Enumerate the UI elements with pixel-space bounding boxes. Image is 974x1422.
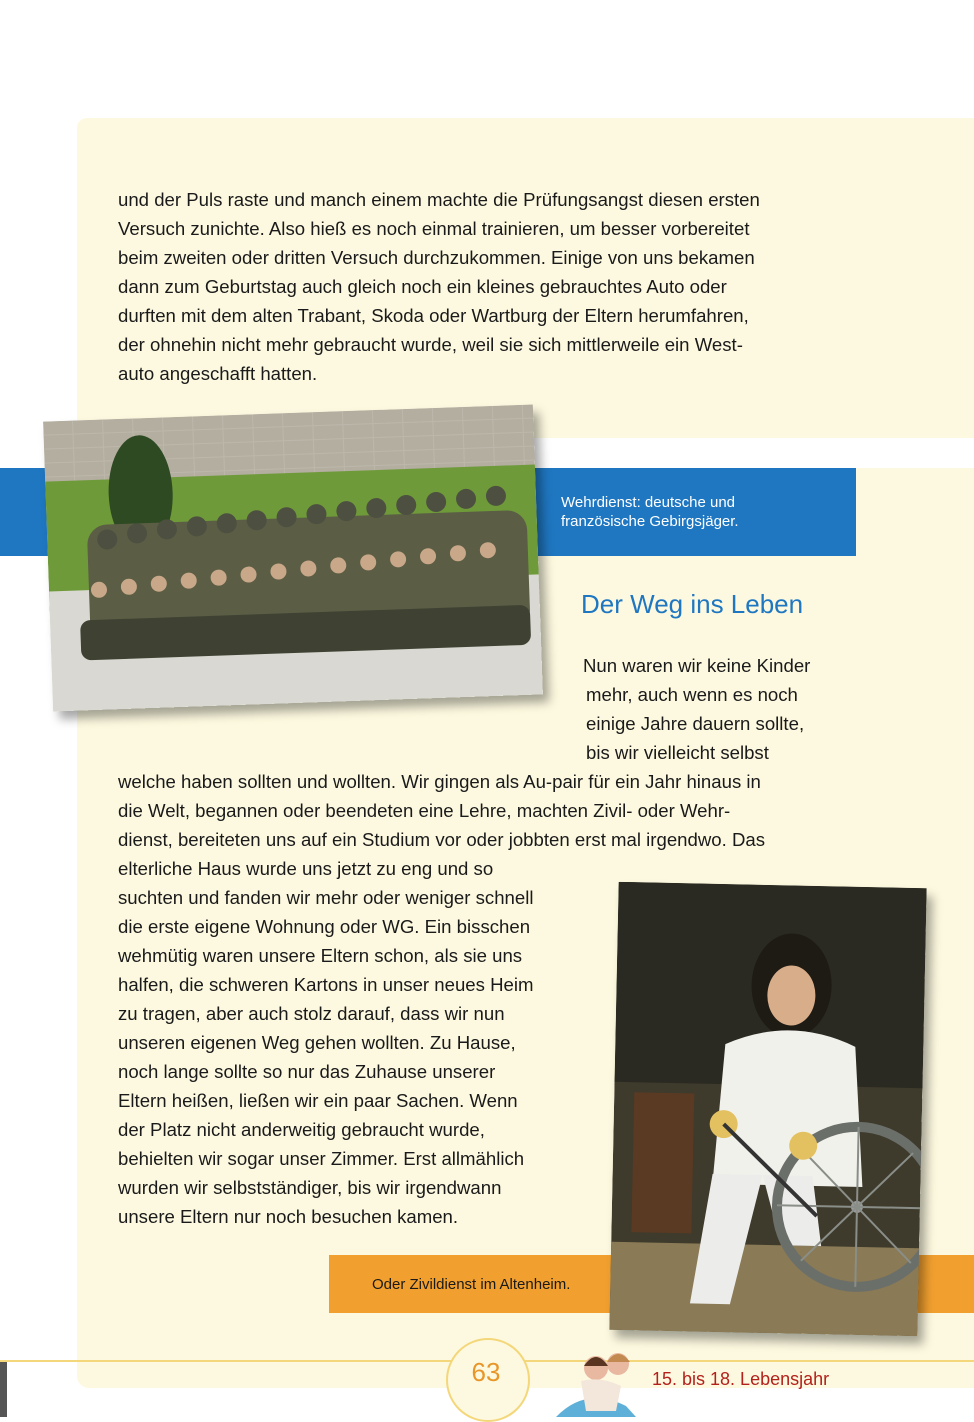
text-line: auto angeschafft hatten. (118, 363, 318, 384)
intro-paragraph (118, 185, 760, 388)
text-line: der Platz nicht anderweitig gebraucht wurde, (118, 1119, 485, 1140)
teens-figure-icon (546, 1346, 646, 1417)
text-line: suchten und fanden wir mehr oder weniger schnell (118, 887, 534, 908)
photo-mountain-troops (43, 405, 543, 712)
text-line: durften mit dem alten Trabant, Skoda oder Wartburg der Eltern herumfahren, (118, 305, 749, 326)
text-line: wehmütig waren unsere Eltern schon, als sie uns (118, 945, 523, 966)
text-line: Nun waren wir keine Kinder (583, 655, 811, 676)
text-line: und der Puls raste und manch einem machte die Prüfungsangst diesen ersten (118, 189, 760, 210)
text-line: mehr, auch wenn es noch (586, 684, 798, 705)
page-edge-marker (0, 1362, 7, 1417)
caption-civil-service: Oder Zivildienst im Altenheim. (372, 1276, 571, 1293)
text-line: unsere Eltern nur noch besuchen kamen. (118, 1206, 459, 1227)
caption-line: Wehrdienst: deutsche und (561, 494, 736, 511)
main-paragraph-narrow (118, 854, 534, 1231)
text-line: der ohnehin nicht mehr gebraucht wurde, weil sie sich mittlerweile ein West- (118, 334, 743, 355)
text-line: welche haben sollten und wollten. Wir gingen als Au-pair für ein Jahr hinaus in (118, 771, 761, 792)
text-line: zu tragen, aber auch stolz darauf, dass wir nun (118, 1003, 505, 1024)
text-line: dann zum Geburtstag auch gleich noch ein kleines gebrauchtes Auto oder (118, 276, 727, 297)
photo-civil-service-image (609, 882, 926, 1336)
text-line: unseren eigenen Weg gehen wollten. Zu Hause, (118, 1032, 516, 1053)
text-line: dienst, bereiteten uns auf ein Studium vor oder jobbten erst mal irgendwo. Das (118, 829, 766, 850)
text-line: bis wir vielleicht selbst (586, 742, 769, 763)
caption-line: französische Gebirgsjäger. (561, 513, 739, 530)
text-line: halfen, die schweren Kartons in unser neues Heim (118, 974, 534, 995)
text-line: beim zweiten oder dritten Versuch durchzukommen. Einige von uns bekamen (118, 247, 755, 268)
photo-civil-service (609, 882, 926, 1336)
text-line: elterliche Haus wurde uns jetzt zu eng und so (118, 858, 494, 879)
page-number: 63 (471, 1357, 501, 1387)
text-line: behielten wir sogar unser Zimmer. Erst allmählich (118, 1148, 525, 1169)
footer-age-range: 15. bis 18. Lebensjahr (652, 1369, 830, 1389)
photo-mountain-troops-image (43, 405, 543, 712)
main-paragraph-full (118, 767, 765, 854)
text-line: die erste eigene Wohnung oder WG. Ein bisschen (118, 916, 531, 937)
text-line: Eltern heißen, ließen wir ein paar Sachen. Wenn (118, 1090, 518, 1111)
footer-teens-illustration (546, 1346, 646, 1417)
text-line: die Welt, begannen oder beendeten eine Lehre, machten Zivil- oder Wehr- (118, 800, 731, 821)
section-heading: Der Weg ins Leben (581, 589, 804, 619)
main-paragraph-indented (583, 651, 810, 767)
text-line: einige Jahre dauern sollte, (586, 713, 805, 734)
caption-military (561, 493, 739, 531)
text-line: wurden wir selbstständiger, bis wir irgendwann (118, 1177, 502, 1198)
text-line: noch lange sollte so nur das Zuhause unserer (118, 1061, 496, 1082)
text-line: Versuch zunichte. Also hieß es noch einmal trainieren, um besser vorbereitet (118, 218, 750, 239)
